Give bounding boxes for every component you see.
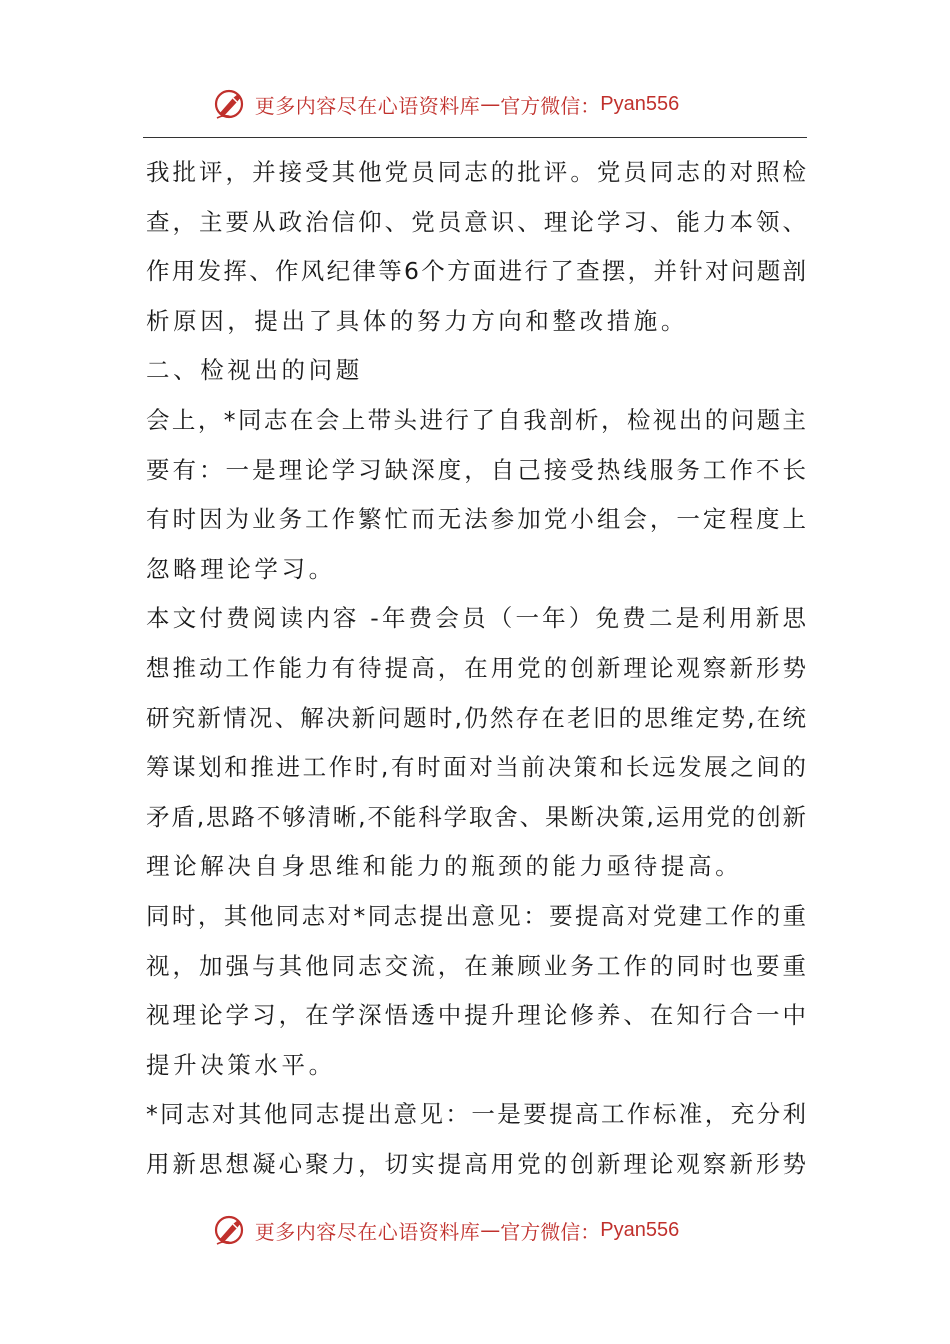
footer-banner bbox=[0, 1208, 950, 1252]
body-line: 会上，*同志在会上带头进行了自我剖析，检视出的问题主 bbox=[146, 405, 806, 434]
body-line: 本文付费阅读内容 -年费会员（一年）免费二是利用新思 bbox=[146, 604, 806, 633]
body-line: 视，加强与其他同志交流，在兼顾业务工作的同时也要重 bbox=[146, 951, 806, 980]
header-divider bbox=[143, 137, 807, 138]
header-wechat-account: Pyan556 bbox=[600, 92, 680, 115]
footer-wechat-label: 官方微信： bbox=[500, 1219, 601, 1244]
body-line: 同时，其他同志对*同志提出意见：要提高对党建工作的重 bbox=[146, 901, 806, 930]
header-dash: — bbox=[480, 92, 501, 116]
body-line: 提升决策水平。 bbox=[146, 1050, 336, 1079]
body-line: *同志对其他同志提出意见：一是要提高工作标准，充分利 bbox=[146, 1100, 806, 1129]
header-banner bbox=[0, 82, 950, 126]
pen-nib-icon bbox=[211, 1210, 251, 1250]
body-line: 筹谋划和推进工作时,有时面对当前决策和长远发展之间的 bbox=[146, 753, 806, 782]
footer-dash: — bbox=[480, 1218, 501, 1242]
body-line: 析原因，提出了具体的努力方向和整改措施。 bbox=[146, 306, 688, 335]
footer-wechat-account: Pyan556 bbox=[600, 1218, 680, 1241]
body-line: 我批评，并接受其他党员同志的批评。党员同志的对照检 bbox=[146, 158, 806, 186]
body-line: 要有：一是理论学习缺深度，自己接受热线服务工作不长 bbox=[146, 455, 806, 484]
body-line: 矛盾,思路不够清晰,不能科学取舍、果断决策,运用党的创新 bbox=[146, 802, 806, 831]
body-line: 忽略理论学习。 bbox=[146, 554, 336, 583]
body-line: 查，主要从政治信仰、党员意识、理论学习、能力本领、 bbox=[146, 207, 806, 236]
body-line: 理论解决自身思维和能力的瓶颈的能力亟待提高。 bbox=[146, 852, 743, 881]
section-heading: 二、检视出的问题 bbox=[146, 356, 363, 385]
body-line: 有时因为业务工作繁忙而无法参加党小组会，一定程度上 bbox=[146, 505, 806, 534]
document-body bbox=[146, 148, 806, 1189]
body-line: 想推动工作能力有待提高，在用党的创新理论观察新形势 bbox=[146, 653, 806, 682]
footer-brand-text: 更多内容尽在心语资料库 bbox=[254, 1219, 481, 1244]
header-wechat-label: 官方微信： bbox=[500, 93, 601, 118]
pen-nib-icon bbox=[211, 84, 251, 124]
body-line: 作用发挥、作风纪律等6个方面进行了查摆，并针对问题剖 bbox=[146, 257, 806, 286]
header-brand-text: 更多内容尽在心语资料库 bbox=[254, 93, 481, 118]
body-line: 视理论学习，在学深悟透中提升理论修养、在知行合一中 bbox=[146, 1001, 806, 1030]
body-line: 研究新情况、解决新问题时,仍然存在老旧的思维定势,在统 bbox=[146, 703, 806, 732]
body-line: 用新思想凝心聚力，切实提高用党的创新理论观察新形势 bbox=[146, 1149, 806, 1178]
